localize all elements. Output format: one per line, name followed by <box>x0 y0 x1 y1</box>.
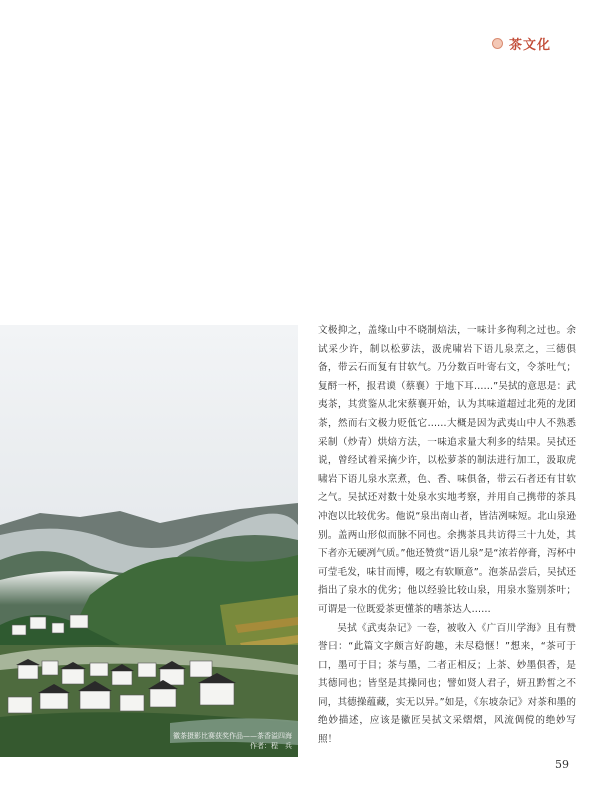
paragraph-1: 文极抑之，盖缘山中不晓制焙法，一味计多徇利之过也。余试采少许，制以松萝法，汲虎啸岩下语儿泉烹之，三德俱备，带云石而复有甘软气。乃分数百叶寄右文，令茶吐气；复酹一杯，报君谟（蔡襄）于地下耳……”吴拭的意思是：武夷茶，其赏鉴从北宋蔡襄开始，认为其味道超过北苑的龙团茶，然而右文极力贬低它……大概是因为武夷山中人不熟悉采制（炒青）烘焙方法，一味追求量大利多的结果。吴拭还说，曾经试着采摘少许，以松萝茶的制法进行加工，汲取虎啸岩下语儿泉水烹煮，色、香、味俱备，带云石者还有甘软之气。吴拭还对数十处泉水实地考察，并用自己携带的茶具冲泡以比较优劣。他说“泉出南山者，皆洁冽味短。北山泉逊别。盖两山形似而脉不同也。余携茶具共访得三十九处，其下者亦无硬冽气质。”他还赞赏“语儿泉”是“浓若停膏，泻杯中可莹毛发，味甘而博，啜之有软顺意”。泡茶品尝后，吴拭还指出了泉水的优劣；他以经验比较山泉，用泉水鉴别茶叶；可谓是一位既爱茶更懂茶的嗜茶达人…… <box>318 325 576 615</box>
article-body <box>318 322 576 750</box>
caption-title: 徽茶摄影比赛获奖作品——茶香溢四海 <box>173 732 292 740</box>
caption-author: 作者：程 兵 <box>250 742 292 750</box>
circle-bullet-icon <box>492 38 503 49</box>
section-header <box>492 34 551 53</box>
landscape-photo <box>0 325 298 757</box>
village-landscape-image <box>0 325 298 757</box>
section-title: 茶文化 <box>508 38 551 53</box>
page-number: 59 <box>555 758 569 771</box>
paragraph-2: 吴拭《武夷杂记》一卷，被收入《广百川学海》且有赞誉曰：“此篇文字颇言好韵趣，未尽稳惬！”想来，“茶可于口，墨可于目；茶与墨，二者正相反；上茶、妙墨俱香，是其德同也；皆坚是其操同也；譬如贤人君子，妍丑黔皙之不同，其德操蕴藏，实无以异。”如是，《东坡杂记》对茶和墨的绝妙描述，应该是徽匠吴拭文采熠熠，风流倜傥的绝妙写照！ <box>318 622 576 746</box>
photo-caption <box>173 731 292 751</box>
